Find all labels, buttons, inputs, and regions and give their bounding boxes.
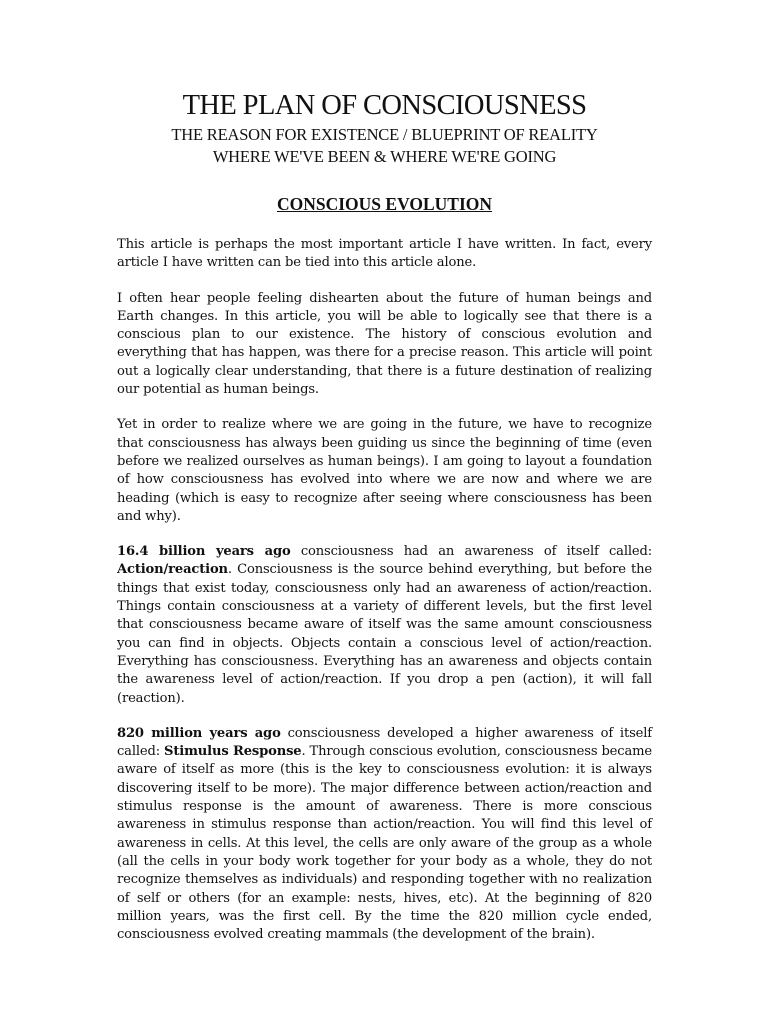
era-label-820-million: 820 million years ago xyxy=(117,725,281,741)
section-heading: CONSCIOUS EVOLUTION xyxy=(276,194,493,214)
document-subtitle-1: THE REASON FOR EXISTENCE / BLUEPRINT OF REALITY xyxy=(171,125,598,144)
paragraph-text: . Consciousness is the source behind everything, but before the things that exist today, consciousness only had an awareness of action/reaction. Things contain consciousness at a variety of different levels, but the first level that consciousness became aware of itself was the same amount consciousness you can find in objects. Objects contain a conscious level of action/reaction. Everything has consciousness. Everything has an awareness and objects contain the awareness level of action/reaction. If you drop a pen (action), it will fall (reaction). xyxy=(117,562,652,706)
paragraph-text: consciousness had an awareness of itself called: xyxy=(290,544,652,560)
term-action-reaction: Action/reaction xyxy=(117,562,228,578)
paragraph-stimulus-response xyxy=(117,725,652,945)
paragraph-intro: This article is perhaps the most important article I have written. In fact, every article I have written can be tied into this article alone. xyxy=(117,237,652,271)
era-label-16-4-billion: 16.4 billion years ago xyxy=(117,544,291,560)
document-page xyxy=(117,88,652,961)
paragraph-text: consciousness developed a higher awareness of itself called: xyxy=(117,725,652,760)
document-title: THE PLAN OF CONSCIOUSNESS xyxy=(182,90,587,121)
paragraph-text: . Through conscious evolution, consciousness became aware of itself as more (this is the key to consciousness evolution: it is always discovering itself to be more). The major difference between action/reaction and stimulus response is the amount of awareness. There is more conscious awareness in stimulus response than action/reaction. You will find this level of awareness in cells. At this level, the cells are only aware of the group as a whole (all the cells in your body work together for your body as a whole, they do not recognize themselves as individuals) and responding together with no realization of self or others (for an example: nests, hives, etc). At the beginning of 820 million years, was the first cell. By the time the 820 million cycle ended, consciousness evolved creating mammals (the development of the brain). xyxy=(117,744,652,943)
document-subtitle-2: WHERE WE'VE BEEN & WHERE WE'RE GOING xyxy=(212,147,557,166)
paragraph-future: I often hear people feeling dishearten about the future of human beings and Earth changes. In this article, you will be able to logically see that there is a conscious plan to our existence. The history of conscious evolution and everything that has happen, was there for a precise reason. This article will point out a logically clear understanding, that there is a future destination of realizing our potential as human beings. xyxy=(117,290,652,398)
paragraph-foundation: Yet in order to realize where we are going in the future, we have to recognize that consciousness has always been guiding us since the beginning of time (even before we realized ourselves as human beings). I am going to layout a foundation of how consciousness has evolved into where we are now and where we are heading (which is easy to recognize after seeing where consciousness has been and why). xyxy=(117,417,652,524)
paragraph-action-reaction xyxy=(117,543,652,708)
term-stimulus-response: Stimulus Response xyxy=(164,744,302,760)
